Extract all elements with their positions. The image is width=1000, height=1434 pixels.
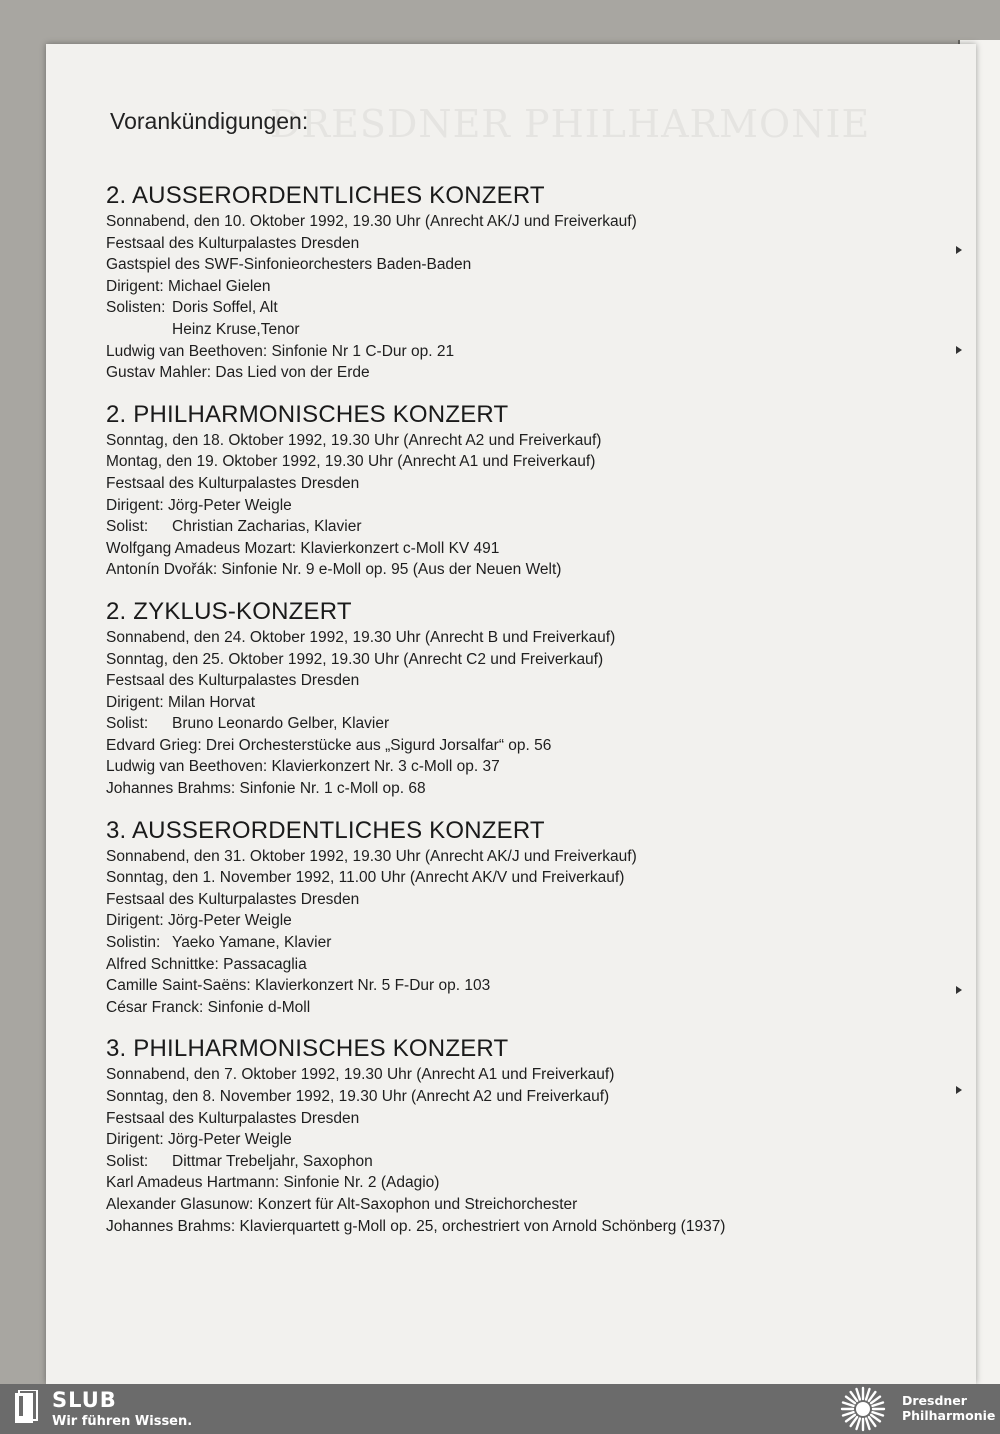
- concert-work: Johannes Brahms: Klavierquartett g-Moll op. 25, orchestriert von Arnold Schönberg (1937): [106, 1217, 726, 1235]
- concert-date: Sonnabend, den 31. Oktober 1992, 19.30 Uhr (Anrecht AK/J und Freiverkauf): [106, 847, 637, 865]
- concert-block: [106, 1034, 926, 1237]
- concert-conductor: Dirigent: Milan Horvat: [106, 693, 256, 711]
- logo-ray: [843, 1412, 853, 1415]
- soloist-name: Doris Soffel, Alt: [172, 299, 278, 317]
- soloist-label: Solist:: [106, 518, 149, 536]
- concert-date: Sonntag, den 25. Oktober 1992, 19.30 Uhr (Anrecht C2 und Freiverkauf): [106, 650, 604, 668]
- concert-work: Camille Saint-Saëns: Klavierkonzert Nr. 5 F-Dur op. 103: [106, 977, 491, 995]
- concert-conductor: Dirigent: Jörg-Peter Weigle: [106, 496, 292, 514]
- concert-date: Sonntag, den 8. November 1992, 19.30 Uhr (Anrecht A2 und Freiverkauf): [106, 1088, 610, 1105]
- concert-venue: Festsaal des Kulturpalastes Dresden: [106, 234, 360, 252]
- soloist-name: Yaeko Yamane, Klavier: [172, 934, 332, 952]
- concert-title: 2. PHILHARMONISCHES KONZERT: [106, 400, 509, 428]
- concert-date: Sonnabend, den 7. Oktober 1992, 19.30 Uhr (Anrecht A1 und Freiverkauf): [106, 1066, 615, 1084]
- concert-venue: Festsaal des Kulturpalastes Dresden: [106, 1109, 360, 1127]
- soloist-label: Solist:: [106, 715, 149, 733]
- logo-ray: [873, 1403, 883, 1406]
- slub-subtitle: Wir führen Wissen.: [52, 1414, 193, 1429]
- concert-date: Sonntag, den 18. Oktober 1992, 19.30 Uhr (Anrecht A2 und Freiverkauf): [106, 431, 602, 449]
- concert-work: Gustav Mahler: Das Lied von der Erde: [106, 364, 370, 382]
- logo-ray: [857, 1419, 860, 1429]
- partner-line-2: Philharmonie: [902, 1408, 996, 1423]
- logo-ray: [873, 1412, 883, 1415]
- concert-work: Alfred Schnittke: Passacaglia: [106, 955, 307, 973]
- concert-block: [106, 816, 926, 1019]
- concert-soloist: [106, 297, 926, 319]
- concert-venue: Festsaal des Kulturpalastes Dresden: [106, 474, 360, 492]
- concert-block: [106, 597, 926, 800]
- announcements: [106, 108, 926, 1253]
- soloist-name: Christian Zacharias, Klavier: [172, 518, 362, 536]
- logo-ray: [866, 1389, 869, 1399]
- sunburst-logo-icon[interactable]: [838, 1386, 888, 1432]
- concert-title: 3. PHILHARMONISCHES KONZERT: [106, 1035, 509, 1063]
- document-page: [46, 44, 976, 1384]
- concert-work: Wolfgang Amadeus Mozart: Klavierkonzert c-Moll KV 491: [106, 539, 500, 557]
- concert-date: Sonnabend, den 24. Oktober 1992, 19.30 Uhr (Anrecht B und Freiverkauf): [106, 628, 616, 646]
- concert-title: 2. AUSSERORDENTLICHES KONZERT: [106, 182, 545, 209]
- slub-book-icon[interactable]: [14, 1390, 40, 1426]
- concert-work: Ludwig van Beethoven: Klavierkonzert Nr. 3 c-Moll op. 37: [106, 758, 500, 776]
- bleed-through-heading: DRESDNER PHILHARMONIE: [270, 102, 871, 146]
- concert-work: Ludwig van Beethoven: Sinfonie Nr 1 C-Dur op. 21: [106, 342, 455, 360]
- soloist-label: Solistin:: [106, 934, 161, 952]
- page-marker-arrow-icon: [956, 346, 962, 354]
- partner-line-1: Dresdner: [902, 1393, 967, 1408]
- concert-work: Johannes Brahms: Sinfonie Nr. 1 c-Moll op. 68: [106, 780, 426, 798]
- partner-name[interactable]: [902, 1393, 995, 1423]
- concert-soloist-2: Heinz Kruse,Tenor: [172, 320, 300, 338]
- logo-ray: [866, 1419, 869, 1429]
- concert-work: César Franck: Sinfonie d-Moll: [106, 998, 311, 1016]
- concert-block: [106, 181, 926, 384]
- concert-conductor: Dirigent: Jörg-Peter Weigle: [106, 1131, 292, 1149]
- concert-conductor: Dirigent: Jörg-Peter Weigle: [106, 912, 292, 930]
- concert-work: Edvard Grieg: Drei Orchesterstücke aus „Sigurd Jorsalfar“ op. 56: [106, 736, 552, 754]
- soloist-name: Bruno Leonardo Gelber, Klavier: [172, 715, 390, 733]
- concert-soloist: [106, 1151, 926, 1173]
- concert-conductor: Dirigent: Michael Gielen: [106, 277, 271, 295]
- concert-soloist: [106, 932, 926, 954]
- concert-venue: Festsaal des Kulturpalastes Dresden: [106, 672, 360, 690]
- concert-soloist: [106, 516, 926, 538]
- page-title: Vorankündigungen:: [110, 108, 309, 134]
- concert-title: 3. AUSSERORDENTLICHES KONZERT: [106, 816, 545, 844]
- page-marker-arrow-icon: [956, 1086, 962, 1094]
- concert-venue: Festsaal des Kulturpalastes Dresden: [106, 890, 360, 908]
- page-marker-arrow-icon: [956, 246, 962, 254]
- concert-work: Karl Amadeus Hartmann: Sinfonie Nr. 2 (Adagio): [106, 1174, 440, 1192]
- logo-ray: [857, 1389, 860, 1399]
- page-marker-arrow-icon: [956, 986, 962, 994]
- soloist-label: Solisten:: [106, 299, 166, 317]
- concert-block: [106, 400, 926, 581]
- concert-guest: Gastspiel des SWF-Sinfonieorchesters Baden-Baden: [106, 256, 472, 274]
- viewer-footer: [0, 1384, 1000, 1434]
- logo-ray: [843, 1403, 853, 1406]
- concert-date: Sonnabend, den 10. Oktober 1992, 19.30 Uhr (Anrecht AK/J und Freiverkauf): [106, 213, 637, 230]
- concert-date: Montag, den 19. Oktober 1992, 19.30 Uhr (Anrecht A1 und Freiverkauf): [106, 453, 596, 471]
- concert-work: Antonín Dvořák: Sinfonie Nr. 9 e-Moll op. 95 (Aus der Neuen Welt): [106, 561, 562, 579]
- concert-date: Sonntag, den 1. November 1992, 11.00 Uhr (Anrecht AK/V und Freiverkauf): [106, 869, 625, 887]
- concert-work: Alexander Glasunow: Konzert für Alt-Saxophon und Streichorchester: [106, 1195, 578, 1213]
- soloist-label: Solist:: [106, 1152, 149, 1170]
- slub-title[interactable]: SLUB: [52, 1388, 117, 1412]
- concert-soloist: [106, 713, 926, 735]
- concert-title: 2. ZYKLUS-KONZERT: [106, 597, 352, 625]
- soloist-name: Dittmar Trebeljahr, Saxophon: [172, 1152, 373, 1170]
